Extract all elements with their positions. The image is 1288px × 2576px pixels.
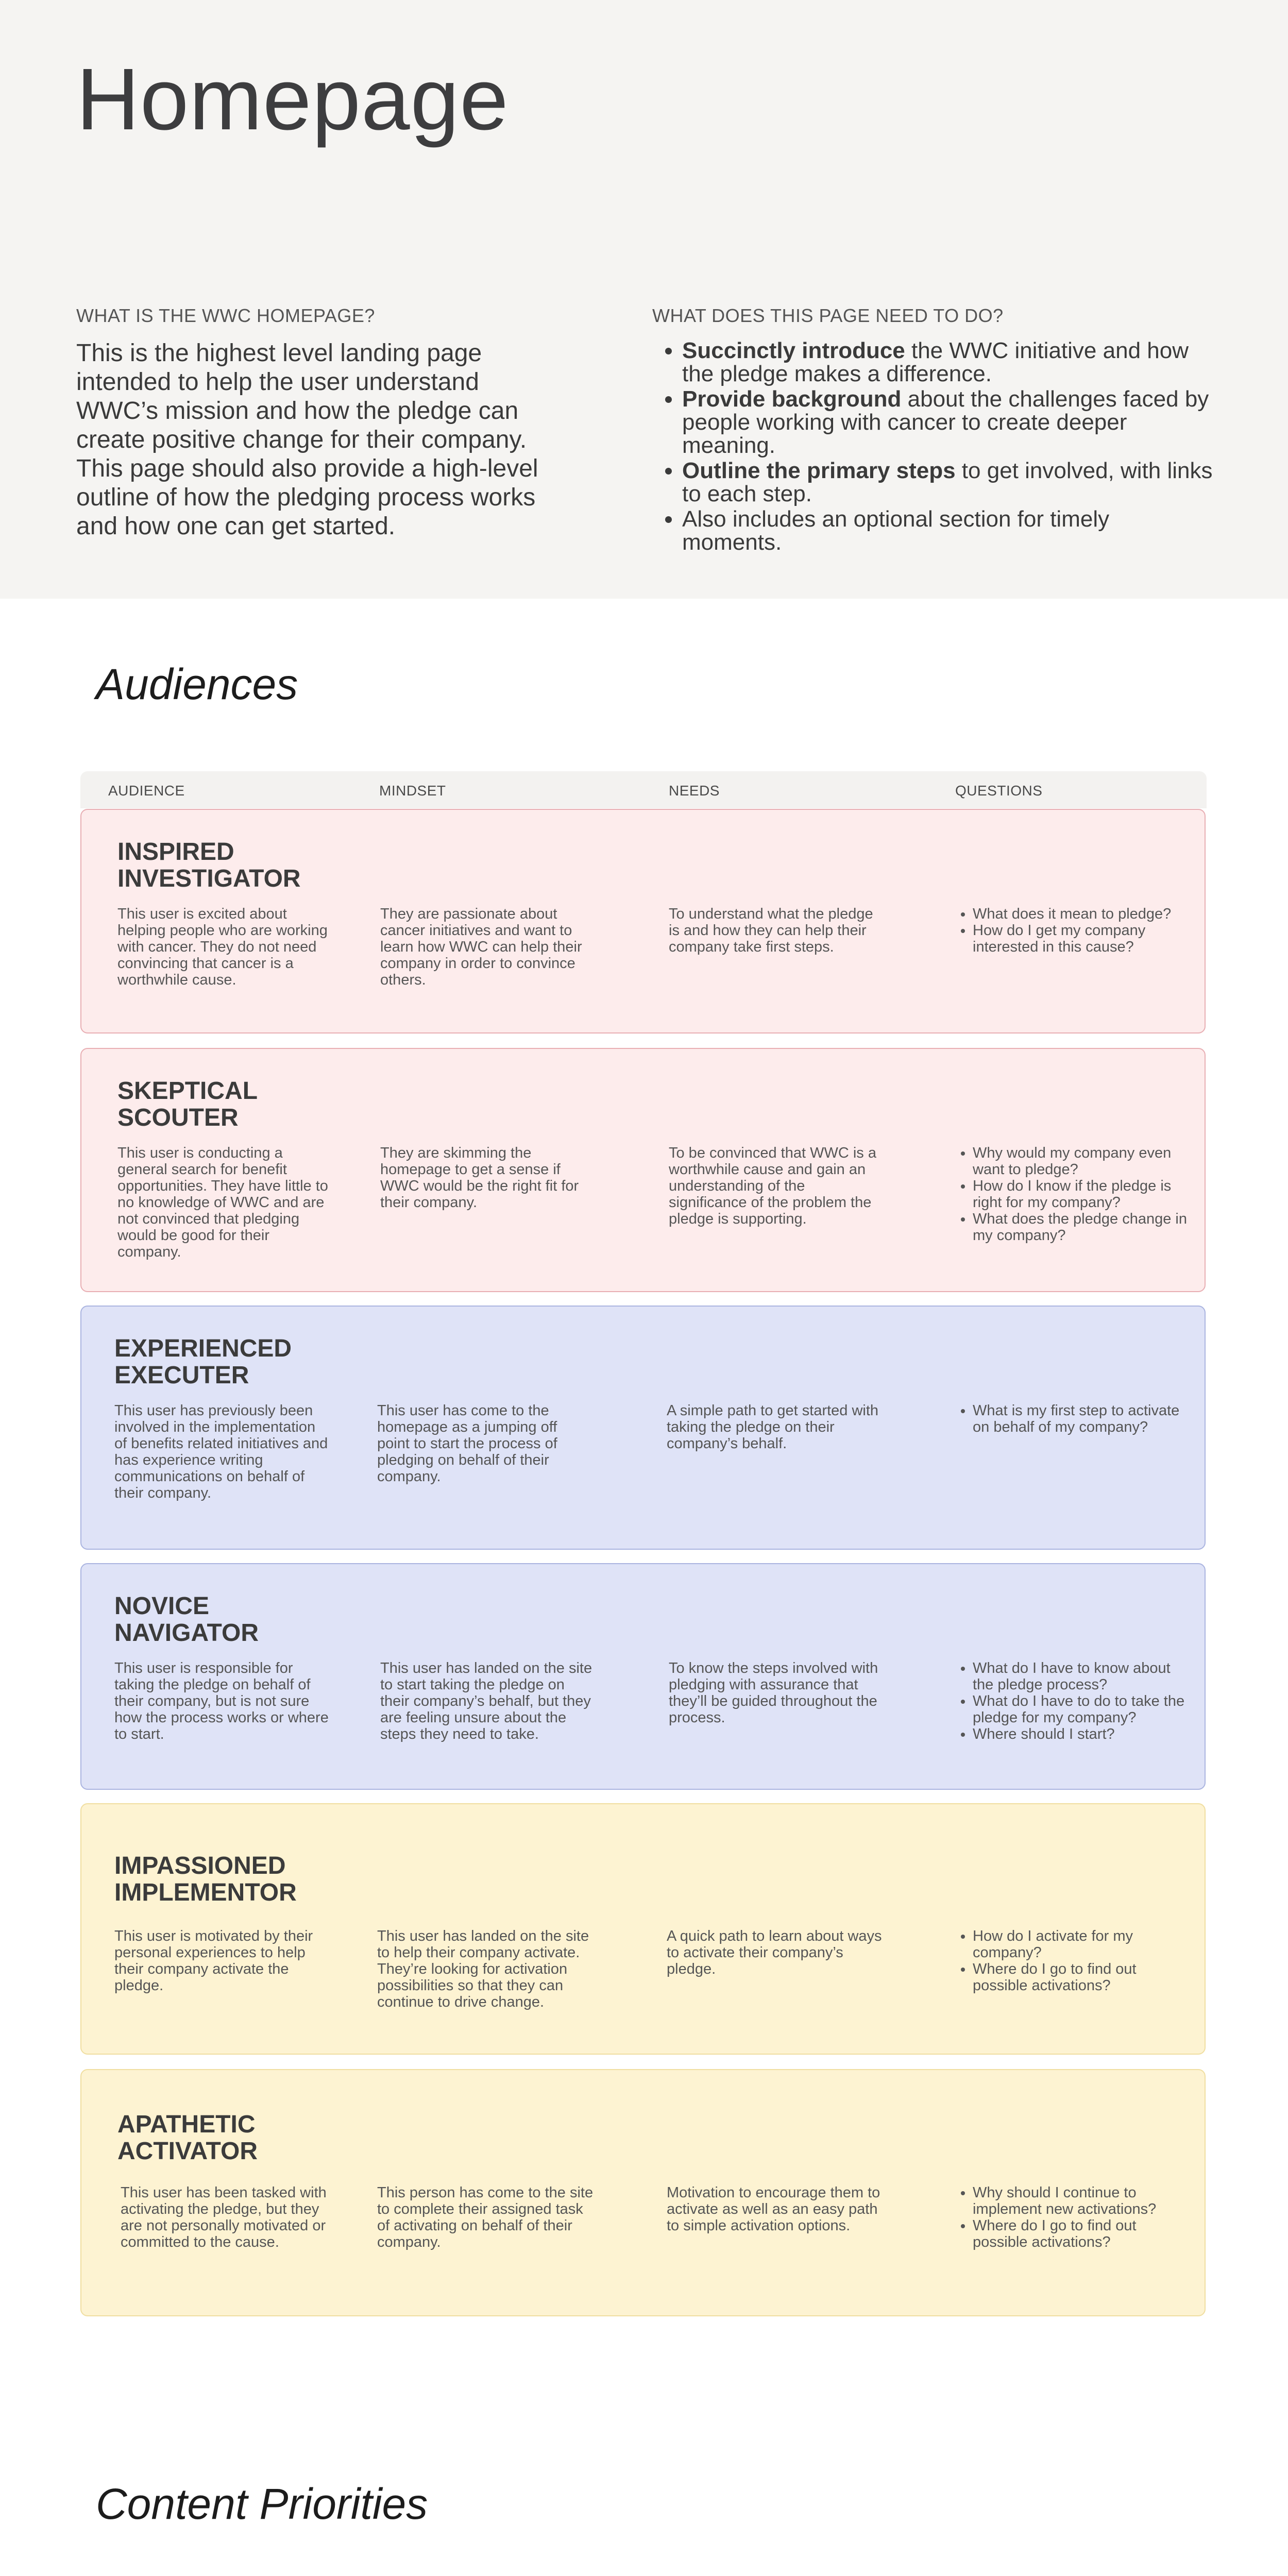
intro-what-section xyxy=(76,305,561,541)
audience-name: APATHETIC ACTIVATOR xyxy=(117,2111,258,2165)
audiences-table-header xyxy=(80,771,1207,808)
audience-name: EXPERIENCED EXECUTER xyxy=(114,1335,292,1389)
intro-needs-heading: WHAT DOES THIS PAGE NEED TO DO? xyxy=(652,305,1004,326)
intro-bullet-bold: Outline the primary steps xyxy=(682,458,956,483)
intro-bullet xyxy=(682,387,1214,457)
audience-questions xyxy=(957,1402,1189,1435)
question-item: • What is my first step to activate on behalf of my company? xyxy=(973,1402,1189,1435)
audience-questions xyxy=(957,1660,1189,1742)
audience-card-impassioned-implementor xyxy=(80,1803,1206,2055)
question-item: • What do I have to know about the pledge process? xyxy=(973,1660,1189,1693)
question-item: • Where do I go to find out possible activations? xyxy=(973,1961,1189,1994)
audience-description: This user is responsible for taking the pledge on behalf of their company, but is not sure how the process works or where to start. xyxy=(114,1660,329,1742)
question-item: • What do I have to do to take the pledge for my company? xyxy=(973,1693,1189,1726)
question-item: • What does the pledge change in my company? xyxy=(973,1211,1189,1244)
question-item: • How do I know if the pledge is right for my company? xyxy=(973,1178,1189,1211)
page-title: Homepage xyxy=(76,50,509,148)
intro-bullet-text: Also includes an optional section for timely moments. xyxy=(682,506,1110,555)
audience-name: IMPASSIONED IMPLEMENTOR xyxy=(114,1852,297,1906)
audiences-title: Audiences xyxy=(96,660,298,708)
audience-name: NOVICE NAVIGATOR xyxy=(114,1592,259,1647)
audience-card-inspired-investigator xyxy=(80,809,1206,1033)
audience-questions xyxy=(957,2184,1189,2250)
audience-card-skeptical-scouter xyxy=(80,1048,1206,1292)
question-item: • Where do I go to find out possible activations? xyxy=(973,2217,1189,2250)
intro-needs-list xyxy=(652,339,1214,554)
column-header-questions: QUESTIONS xyxy=(955,783,1043,799)
intro-bullet-bold: Provide background xyxy=(682,386,902,412)
audience-card-experienced-executer xyxy=(80,1306,1206,1550)
intro-bullet xyxy=(682,339,1214,385)
audience-card-apathetic-activator xyxy=(80,2069,1206,2316)
audience-description: This user is excited about helping people who are working with cancer. They do not need convincing that cancer is a worthwhile cause. xyxy=(117,906,328,988)
audience-mindset: They are passionate about cancer initiatives and want to learn how WWC can help their company in order to convince others. xyxy=(380,906,582,988)
audience-needs: A quick path to learn about ways to activate their company’s pledge. xyxy=(667,1928,882,1977)
page-header xyxy=(0,0,1288,599)
audience-name: INSPIRED INVESTIGATOR xyxy=(117,838,301,892)
audience-needs: To be convinced that WWC is a worthwhile cause and gain an understanding of the significance of the problem the pledge is supporting. xyxy=(669,1145,876,1227)
column-header-needs: NEEDS xyxy=(669,783,720,799)
intro-bullet-text: to get involved, with links to each step. xyxy=(682,458,1213,506)
audience-needs: Motivation to encourage them to activate as well as an easy path to simple activation options. xyxy=(667,2184,880,2234)
intro-bullet-text: the WWC initiative and how the pledge makes a difference. xyxy=(682,338,1189,386)
audience-needs: A simple path to get started with taking the pledge on their company’s behalf. xyxy=(667,1402,879,1452)
content-priorities-title: Content Priorities xyxy=(96,2480,428,2528)
audience-name: SKEPTICAL SCOUTER xyxy=(117,1077,258,1131)
question-item: • How do I activate for my company? xyxy=(973,1928,1189,1961)
intro-what-text: This is the highest level landing page intended to help the user understand WWC’s mission and how the pledge can create positive change for their company. This page should also provide a high-level outline of how the pledging process works and how one can get started. xyxy=(76,340,538,540)
question-item: • Why should I continue to implement new activations? xyxy=(973,2184,1189,2217)
intro-bullet xyxy=(682,507,1214,554)
intro-what-heading: WHAT IS THE WWC HOMEPAGE? xyxy=(76,305,375,326)
audience-card-novice-navigator xyxy=(80,1563,1206,1790)
audience-mindset: This person has come to the site to complete their assigned task of activating on behalf of their company. xyxy=(377,2184,594,2250)
audience-description: This user has previously been involved in the implementation of benefits related initiatives and has experience writing communications on behalf of their company. xyxy=(114,1402,328,1501)
column-header-mindset: MINDSET xyxy=(379,783,446,799)
audience-description: This user has been tasked with activating the pledge, but they are not personally motivated or committed to the cause. xyxy=(121,2184,327,2250)
question-item: • Why would my company even want to pledge? xyxy=(973,1145,1189,1178)
intro-bullet xyxy=(682,459,1214,505)
audience-needs: To know the steps involved with pledging with assurance that they’ll be guided throughout the process. xyxy=(669,1660,878,1726)
audience-mindset: This user has come to the homepage as a jumping off point to start the process of pledging on behalf of their company. xyxy=(377,1402,557,1485)
intro-needs-section xyxy=(652,305,1214,556)
audience-questions xyxy=(957,906,1189,955)
audience-mindset: This user has landed on the site to start taking the pledge on their company’s behalf, but they are feeling unsure about the steps they need to take. xyxy=(380,1660,592,1742)
column-header-audience: AUDIENCE xyxy=(108,783,185,799)
intro-bullet-text: about the challenges faced by people working with cancer to create deeper meaning. xyxy=(682,386,1209,458)
intro-bullet-bold: Succinctly introduce xyxy=(682,338,905,363)
audience-description: This user is conducting a general search for benefit opportunities. They have little to no knowledge of WWC and are not convinced that pledging would be good for their company. xyxy=(117,1145,328,1260)
audience-needs: To understand what the pledge is and how they can help their company take first steps. xyxy=(669,906,873,955)
audience-mindset: They are skimming the homepage to get a sense if WWC would be the right fit for their company. xyxy=(380,1145,579,1211)
audience-mindset: This user has landed on the site to help their company activate. They’re looking for activation possibilities so that they can continue to drive change. xyxy=(377,1928,589,2010)
question-item: • What does it mean to pledge? xyxy=(973,906,1189,922)
audience-questions xyxy=(957,1928,1189,1994)
audience-description: This user is motivated by their personal experiences to help their company activate the pledge. xyxy=(114,1928,313,1994)
question-item: • Where should I start? xyxy=(973,1726,1189,1742)
audience-questions xyxy=(957,1145,1189,1244)
question-item: • How do I get my company interested in this cause? xyxy=(973,922,1189,955)
